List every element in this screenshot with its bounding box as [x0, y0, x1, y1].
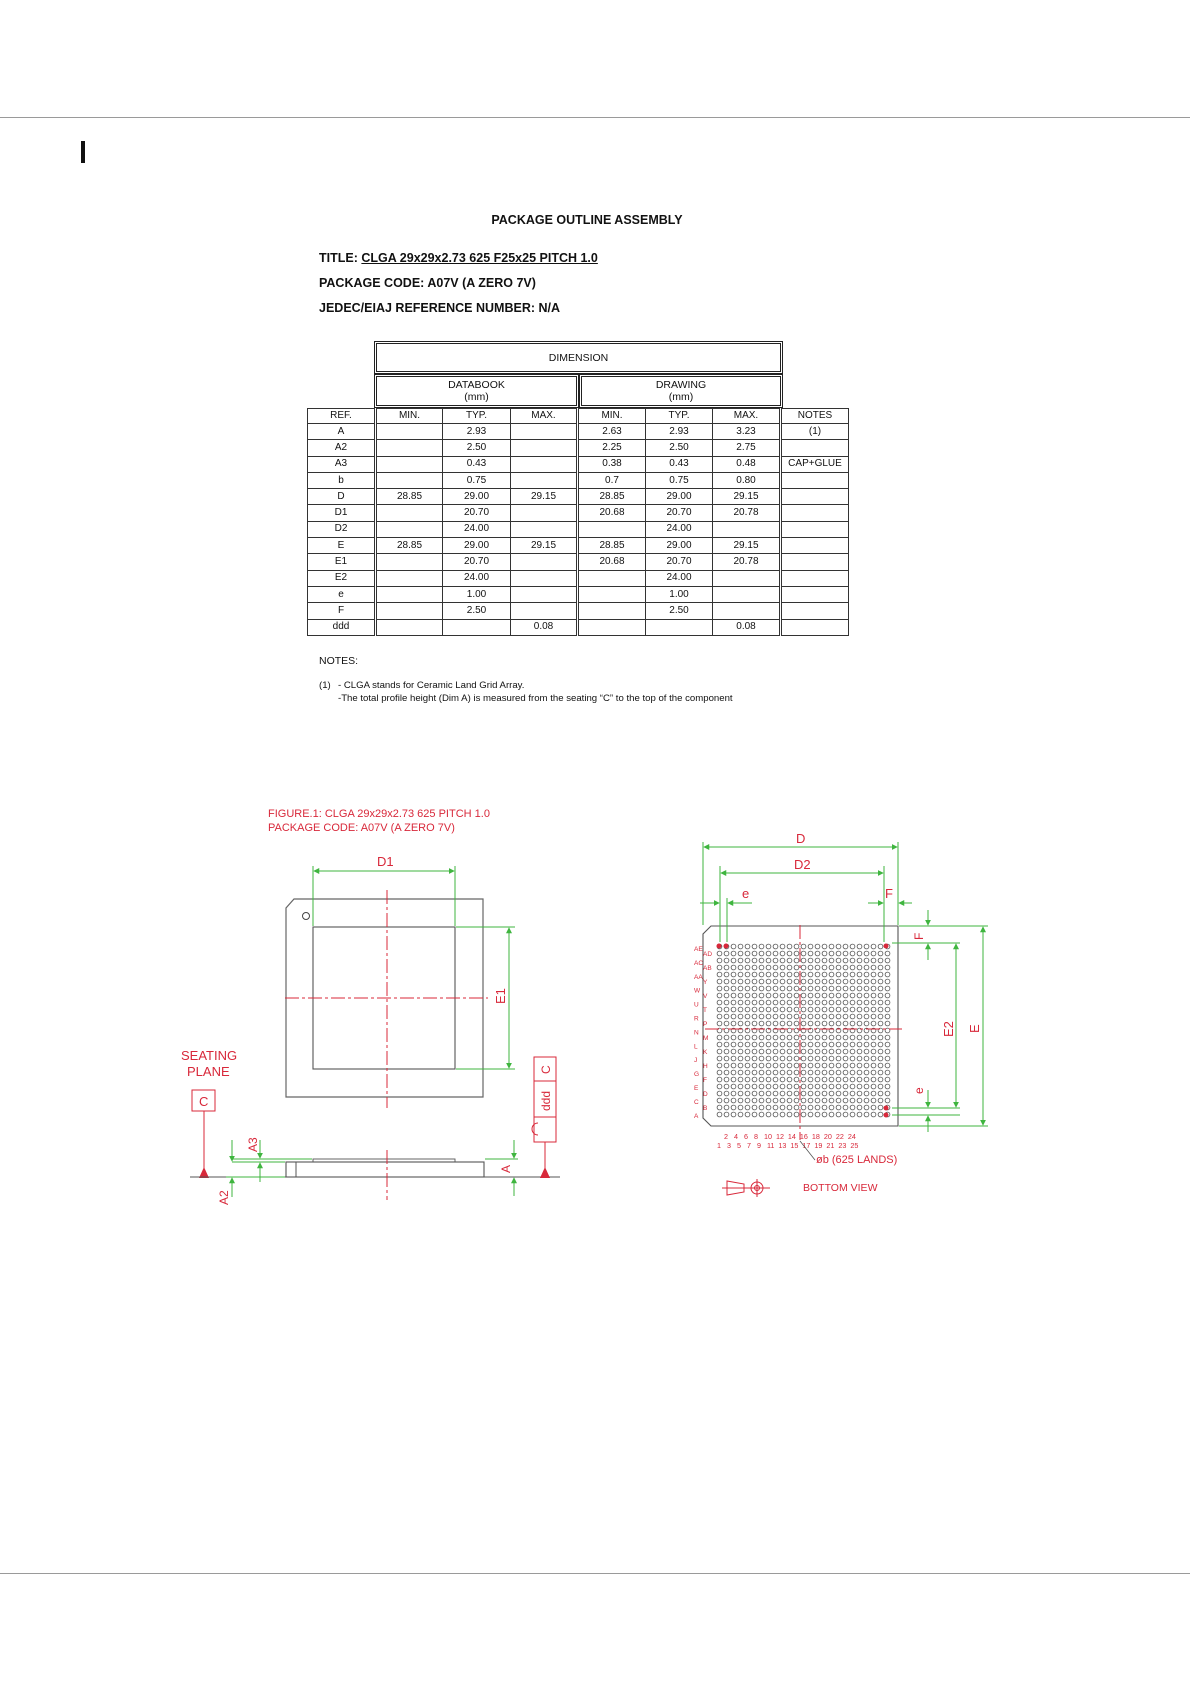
- table-cell: 20.70: [646, 554, 713, 570]
- row-letter: C: [694, 1098, 699, 1106]
- row-letter: AA: [694, 973, 703, 981]
- label-e-top: e: [742, 886, 750, 901]
- table-cell: 29.15: [511, 489, 578, 505]
- table-cell: D2: [308, 521, 376, 537]
- row-letter: H: [703, 1063, 708, 1070]
- table-cell: 0.80: [713, 472, 781, 488]
- note-line-2: -The total profile height (Dim A) is measured from the seating “C” to the top of the component: [338, 693, 733, 704]
- table-cell: 29.15: [713, 489, 781, 505]
- column-header: MIN.: [376, 409, 443, 424]
- row-letter: A: [694, 1112, 699, 1120]
- column-numbers-odd: 1 3 5 7 9 11 13 15 17 19 21 23 25: [717, 1141, 859, 1150]
- table-cell: 0.48: [713, 456, 781, 472]
- bottom-view-label: BOTTOM VIEW: [803, 1182, 878, 1194]
- label-A3: A3: [246, 1137, 260, 1152]
- table-cell: 24.00: [443, 521, 511, 537]
- page-title: PACKAGE OUTLINE ASSEMBLY: [491, 213, 683, 227]
- table-cell: 2.50: [646, 603, 713, 619]
- table-cell: 20.78: [713, 554, 781, 570]
- table-cell: 24.00: [646, 521, 713, 537]
- table-cell: 2.50: [443, 603, 511, 619]
- table-cell: 0.75: [443, 472, 511, 488]
- column-header: NOTES: [781, 409, 849, 424]
- table-cell: F: [308, 603, 376, 619]
- table-cell: 0.08: [713, 619, 781, 635]
- table-cell: 28.85: [578, 489, 646, 505]
- table-cell: A: [308, 424, 376, 440]
- table-cell: 0.38: [578, 456, 646, 472]
- row-letter: W: [694, 987, 701, 995]
- table-cell: 29.00: [443, 489, 511, 505]
- dimension-header: DIMENSION: [548, 352, 609, 364]
- row-letter: L: [694, 1043, 698, 1051]
- row-letter: B: [703, 1105, 708, 1112]
- seating-plane-label-1: SEATING: [181, 1048, 238, 1063]
- table-cell: 0.08: [511, 619, 578, 635]
- row-letter: J: [694, 1057, 698, 1065]
- drawing-unit: (mm): [668, 391, 694, 403]
- ddd-datum-c: C: [539, 1065, 553, 1074]
- table-cell: 2.50: [646, 440, 713, 456]
- column-header: MIN.: [578, 409, 646, 424]
- table-cell: 2.75: [713, 440, 781, 456]
- ddd-label: ddd: [539, 1090, 553, 1111]
- row-letter: U: [694, 1001, 699, 1009]
- datum-c-box: C: [199, 1094, 209, 1109]
- land-grid-array: [716, 943, 891, 1118]
- title-label: TITLE:: [319, 251, 358, 265]
- table-cell: 2.50: [443, 440, 511, 456]
- label-F-top: F: [885, 886, 893, 901]
- table-cell: 29.00: [646, 489, 713, 505]
- row-letters-right: [703, 951, 712, 1112]
- table-cell: D1: [308, 505, 376, 521]
- row-letter: M: [703, 1035, 709, 1042]
- figure-caption-1: FIGURE.1: CLGA 29x29x2.73 625 PITCH 1.0: [268, 808, 490, 820]
- note-number: (1): [319, 680, 331, 691]
- label-E1: E1: [493, 988, 508, 1004]
- label-D: D: [796, 831, 806, 846]
- table-cell: 20.78: [713, 505, 781, 521]
- table-cell: 29.15: [511, 538, 578, 554]
- table-cell: 24.00: [646, 570, 713, 586]
- column-header: REF.: [308, 409, 376, 424]
- table-cell: 2.93: [443, 424, 511, 440]
- column-numbers-even: 2 4 6 8 10 12 14 16 18 20 22 24: [724, 1132, 856, 1141]
- label-E2: E2: [941, 1021, 956, 1037]
- table-cell: 29.00: [646, 538, 713, 554]
- row-letter: AC: [694, 959, 704, 967]
- table-cell: E2: [308, 570, 376, 586]
- table-cell: 1.00: [646, 586, 713, 602]
- column-header: MAX.: [713, 409, 781, 424]
- row-letter: K: [703, 1049, 708, 1056]
- table-cell: 24.00: [443, 570, 511, 586]
- column-header: TYP.: [443, 409, 511, 424]
- table-cell: 20.70: [443, 505, 511, 521]
- table-cell: 20.70: [443, 554, 511, 570]
- row-letter: V: [703, 993, 708, 1000]
- figure-caption-2: PACKAGE CODE: A07V (A ZERO 7V): [268, 822, 455, 834]
- table-cell: 28.85: [376, 489, 443, 505]
- table-cell: A2: [308, 440, 376, 456]
- row-letter: AB: [703, 965, 712, 972]
- table-cell: b: [308, 472, 376, 488]
- side-view: [181, 1048, 560, 1205]
- table-cell: 28.85: [376, 538, 443, 554]
- table-cell: 1.00: [443, 586, 511, 602]
- table-cell: A3: [308, 456, 376, 472]
- table-cell: 20.68: [578, 554, 646, 570]
- top-view: [285, 854, 515, 1108]
- table-cell: E1: [308, 554, 376, 570]
- row-letter: AE: [694, 946, 703, 953]
- drawing-label: DRAWING: [655, 379, 707, 391]
- seating-plane-label-2: PLANE: [187, 1064, 230, 1079]
- row-letter: E: [694, 1085, 699, 1092]
- row-letter: F: [703, 1077, 707, 1084]
- label-A: A: [499, 1164, 513, 1173]
- table-cell: D: [308, 489, 376, 505]
- table-cell: 20.68: [578, 505, 646, 521]
- table-cell: E: [308, 538, 376, 554]
- row-letter: N: [694, 1029, 699, 1037]
- table-cell: 0.43: [443, 456, 511, 472]
- label-F-side: F: [912, 932, 926, 940]
- note-line-1: - CLGA stands for Ceramic Land Grid Array.: [338, 680, 525, 691]
- row-letters-left: [694, 946, 703, 1120]
- package-code: PACKAGE CODE: A07V (A ZERO 7V): [319, 276, 536, 290]
- table-cell: 3.23: [713, 424, 781, 440]
- row-letter: AD: [703, 951, 713, 958]
- label-E: E: [967, 1024, 982, 1033]
- databook-label: DATABOOK: [448, 379, 505, 391]
- projection-symbol-icon: [722, 1179, 770, 1197]
- table-cell: CAP+GLUE: [781, 456, 849, 472]
- row-letter: Y: [703, 979, 708, 986]
- table-cell: 0.7: [578, 472, 646, 488]
- column-header: MAX.: [511, 409, 578, 424]
- title-value: CLGA 29x29x2.73 625 F25x25 PITCH 1.0: [361, 251, 598, 265]
- label-A2: A2: [217, 1190, 231, 1205]
- table-cell: 2.25: [578, 440, 646, 456]
- label-D1: D1: [377, 854, 394, 869]
- table-cell: 2.93: [646, 424, 713, 440]
- table-cell: 2.63: [578, 424, 646, 440]
- column-header: TYP.: [646, 409, 713, 424]
- table-cell: e: [308, 586, 376, 602]
- row-letter: G: [694, 1071, 700, 1079]
- notes-heading: NOTES:: [319, 655, 359, 667]
- databook-unit: (mm): [464, 391, 489, 403]
- table-cell: 0.75: [646, 472, 713, 488]
- row-letter: R: [694, 1015, 699, 1023]
- table-cell: 0.43: [646, 456, 713, 472]
- lands-label: øb (625 LANDS): [816, 1154, 898, 1166]
- table-cell: ddd: [308, 619, 376, 635]
- row-letter: T: [703, 1007, 707, 1014]
- table-cell: 29.00: [443, 538, 511, 554]
- label-D2: D2: [794, 857, 811, 872]
- table-cell: (1): [781, 424, 849, 440]
- jedec-reference: JEDEC/EIAJ REFERENCE NUMBER: N/A: [319, 301, 561, 315]
- table-cell: 29.15: [713, 538, 781, 554]
- table-cell: 28.85: [578, 538, 646, 554]
- row-letter: D: [703, 1091, 708, 1098]
- bottom-view: [694, 831, 988, 1197]
- table-cell: 20.70: [646, 505, 713, 521]
- label-e-side: e: [912, 1087, 926, 1094]
- row-letter: P: [703, 1021, 708, 1028]
